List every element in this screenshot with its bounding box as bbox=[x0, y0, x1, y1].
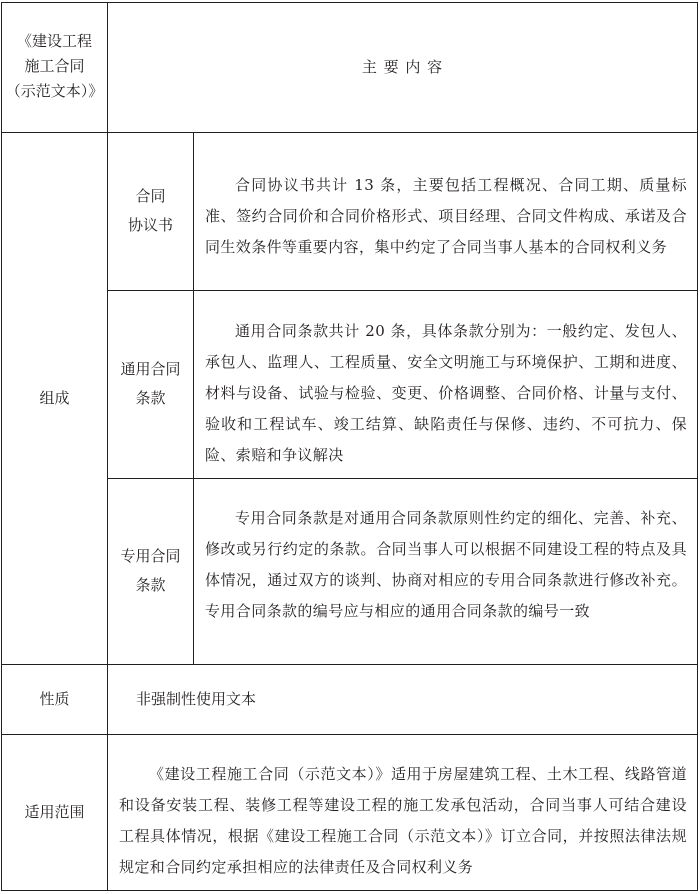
scope-text: 《建设工程施工合同（示范文本）》适用于房屋建筑工程、土木工程、线路管道和设备安装工程、装修工程等建设工程的施工发承包活动，合同当事人可结合建设工程具体情况，根据《建设工程施工合同（示范文本）》订立合同，并按照法律法规规定和合同约定承担相应的法律责任及合同权利义务 bbox=[119, 765, 687, 876]
item-name bbox=[120, 355, 180, 413]
item-name-line: 专用合同 bbox=[120, 547, 181, 565]
header-row bbox=[2, 3, 698, 133]
doc-title-line: （示范文本）》 bbox=[5, 81, 104, 100]
item-text-cell bbox=[194, 291, 698, 479]
item-name-line: 条款 bbox=[135, 389, 166, 407]
item-text-cell bbox=[194, 479, 698, 665]
contract-overview-table bbox=[1, 2, 698, 891]
scope-label-cell bbox=[2, 735, 108, 891]
item-name-line: 协议书 bbox=[127, 216, 173, 234]
item-text: 合同协议书共计 13 条，主要包括工程概况、合同工期、质量标准、签约合同价和合同价格形式、项目经理、合同文件构成、承诺及合同生效条件等重要内容，集中约定了合同当事人基本的合同权利义务 bbox=[205, 176, 687, 256]
composition-row-agreement bbox=[2, 133, 698, 291]
composition-label: 组成 bbox=[39, 389, 70, 407]
item-text-cell bbox=[194, 133, 698, 291]
item-text: 专用合同条款是对通用合同条款原则性约定的细化、完善、补充、修改或另行约定的条款。合同当事人可以根据不同建设工程的特点及具体情况，通过双方的谈判、协商对相应的专用合同条款进行修改补充。专用合同条款的编号应与相应的通用合同条款的编号一致 bbox=[205, 509, 687, 620]
doc-title-cell bbox=[2, 3, 108, 133]
nature-value: 非强制性使用文本 bbox=[136, 690, 257, 708]
composition-label-cell bbox=[2, 133, 108, 665]
item-name-line: 条款 bbox=[135, 576, 166, 594]
item-name bbox=[120, 542, 180, 600]
nature-row bbox=[2, 665, 698, 735]
item-name-line: 通用合同 bbox=[120, 360, 181, 378]
nature-label-cell bbox=[2, 665, 108, 735]
item-name bbox=[128, 182, 173, 240]
doc-title bbox=[6, 29, 104, 104]
item-text: 通用合同条款共计 20 条，具体条款分别为：一般约定、发包人、承包人、监理人、工程质量、安全文明施工与环境保护、工期和进度、材料与设备、试验与检验、变更、价格调整、合同价格、计量与支付、验收和工程试车、竣工结算、缺陷责任与保修、违约、不可抗力、保险、索赔和争议解决 bbox=[205, 322, 687, 464]
item-name-cell bbox=[108, 479, 194, 665]
scope-label: 适用范围 bbox=[24, 803, 85, 821]
scope-text-cell bbox=[108, 735, 698, 891]
doc-title-line: 施工合同 bbox=[24, 56, 85, 75]
nature-value-cell bbox=[108, 665, 698, 735]
item-name-cell bbox=[108, 133, 194, 291]
nature-label: 性质 bbox=[39, 690, 70, 708]
content-header-cell bbox=[108, 3, 698, 133]
scope-row bbox=[2, 735, 698, 891]
doc-title-line: 《建设工程 bbox=[16, 31, 92, 50]
item-name-line: 合同 bbox=[135, 187, 166, 205]
item-name-cell bbox=[108, 291, 194, 479]
content-header: 主 要 内 容 bbox=[361, 58, 444, 76]
